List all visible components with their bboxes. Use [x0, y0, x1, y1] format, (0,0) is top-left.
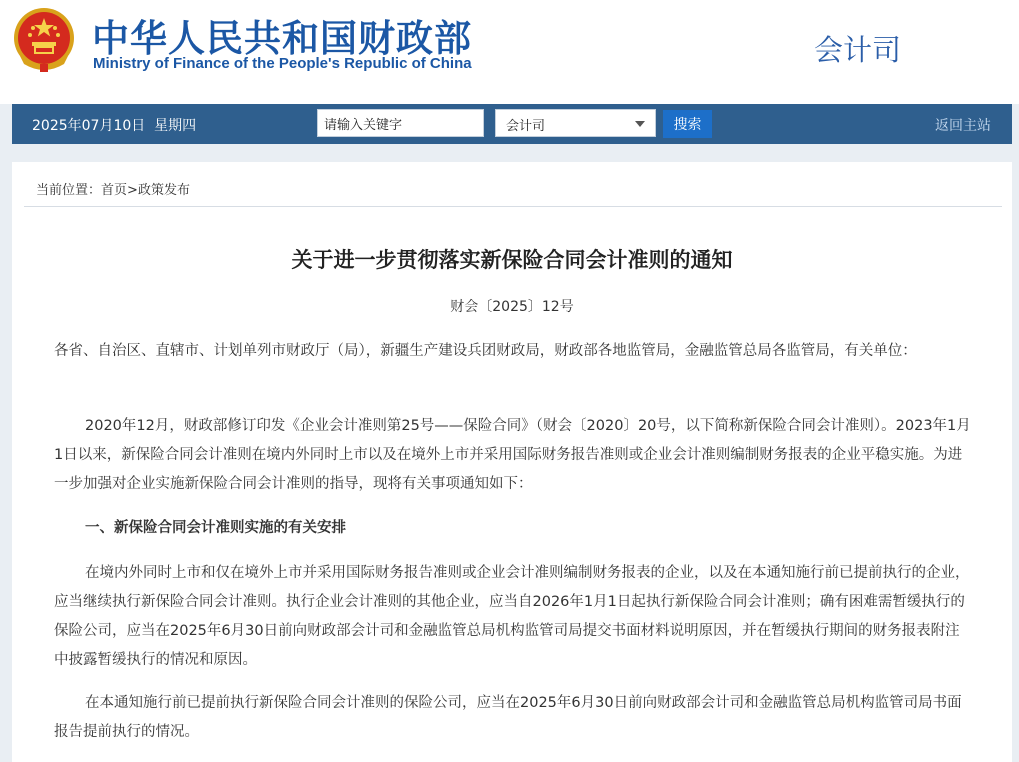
breadcrumb-home-link[interactable]: 首页: [101, 183, 128, 198]
chevron-down-icon: [635, 121, 645, 127]
weekday-text: 星期四: [154, 118, 197, 134]
article-paragraph: 2020年12月，财政部修订印发《企业会计准则第25号——保险合同》（财会〔2020〕20号，以下简称新保险合同会计准则）。2023年1月1日以来，新保险合同会计准则在境内外同时上市以及在境外上市并采用国际财务报告准则或企业会计准则编制财务报表的企业平稳实施。为进一步加强对企业实施新保险合同会计准则的指导，现将有关事项通知如下：: [54, 418, 971, 492]
article-title: 关于进一步贯彻落实新保险合同会计准则的通知: [291, 248, 733, 272]
nav-bar: [12, 104, 1012, 144]
national-emblem-icon: [12, 6, 76, 74]
scope-select[interactable]: [495, 109, 656, 137]
date-text: 2025年07月10日: [32, 118, 146, 134]
article-paragraph: 在境内外同时上市和仅在境外上市并采用国际财务报告准则或企业会计准则编制财务报表的企业，以及在本通知施行前已提前执行的企业，应当继续执行新保险合同会计准则。执行企业会计准则的其他企业，应当自2026年1月1日起执行新保险合同会计准则；确有困难需暂缓执行的保险公司，应当在2025年6月30日前向财政部会计司和金融监管总局机构监管司局提交书面材料说明原因，并在暂缓执行期间的财务报表附注中披露暂缓执行的情况和原因。: [54, 565, 970, 668]
document-number: 财会〔2025〕12号: [450, 299, 574, 315]
article-salutation: 各省、自治区、直辖市、计划单列市财政厅（局），新疆生产建设兵团财政局，财政部各地监管局，金融监管总局各监管局，有关单位：: [54, 343, 917, 359]
section-heading: 一、新保险合同会计准则实施的有关安排: [85, 520, 346, 536]
site-title-en: Ministry of Finance of the People's Republic of China: [93, 55, 472, 72]
breadcrumb-separator: >: [127, 183, 138, 198]
article-paragraph: 在本通知施行前已提前执行新保险合同会计准则的保险公司，应当在2025年6月30日前向财政部会计司和金融监管总局机构监管司局书面报告提前执行的情况。: [54, 695, 962, 740]
search-input[interactable]: [317, 109, 484, 137]
breadcrumb-prefix: 当前位置：: [36, 183, 102, 198]
site-title-cn: 中华人民共和国财政部: [92, 17, 472, 60]
breadcrumb-section-link[interactable]: 政策发布: [137, 183, 190, 198]
return-home-link[interactable]: 返回主站: [935, 118, 991, 134]
search-button[interactable]: 搜索: [663, 110, 712, 138]
department-name: 会计司: [814, 33, 902, 67]
scope-select-value: 会计司: [506, 119, 546, 134]
article-container: [12, 162, 1012, 762]
site-header: [0, 0, 1019, 104]
current-date: [32, 115, 196, 135]
breadcrumb: [36, 179, 190, 198]
divider: [24, 206, 1002, 207]
